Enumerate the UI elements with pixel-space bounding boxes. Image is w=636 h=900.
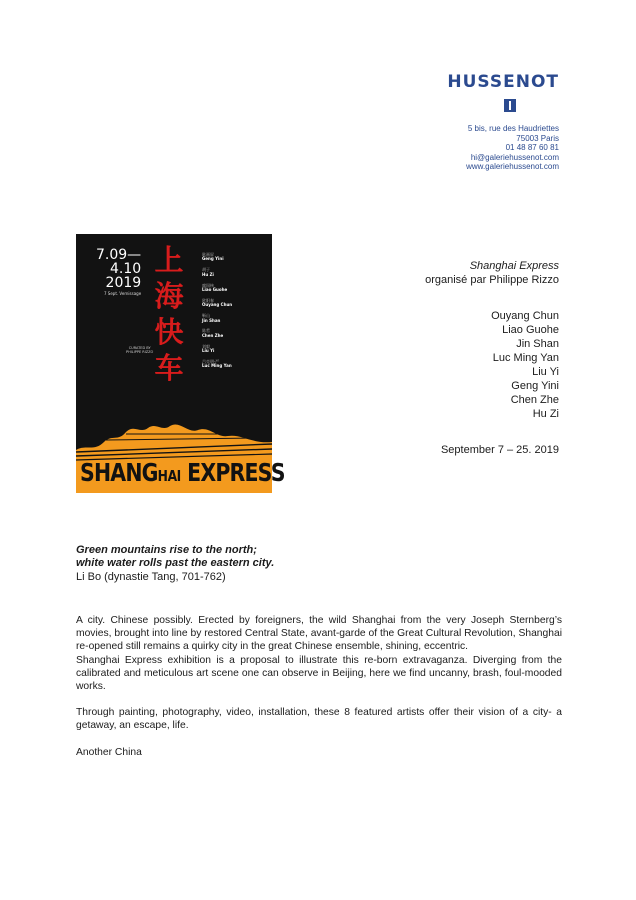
poster-artist-cn: 耿画屏	[202, 252, 214, 257]
poster-curated-by	[126, 346, 153, 354]
poster-artist	[202, 345, 232, 360]
address-phone: 01 48 87 60 81	[505, 143, 559, 153]
artist-name: Liao Guohe	[502, 324, 559, 336]
poster-artist-en: Liao Guohe	[202, 287, 228, 292]
quote-line-2: white water rolls past the eastern city.	[76, 557, 275, 570]
gallery-logo-text: HUSSENOT	[447, 72, 559, 92]
address-email: hi@galeriehussenot.com	[470, 152, 559, 162]
address-website: www.galeriehussenot.com	[466, 162, 559, 172]
poster-artist-en: Liu Yi	[202, 348, 215, 354]
poster-artist-en: Geng Yini	[202, 256, 224, 262]
poster-artist-cn: 胡子	[202, 267, 210, 273]
poster-artist-en: Hu Zi	[202, 271, 214, 277]
poster-artist	[202, 253, 232, 268]
quote-line-1: Green mountains rise to the north;	[76, 544, 257, 556]
paragraph-intro: A city. Chinese possibly. Erected by foreigners, the wild Shanghai from the very Joseph Sternberg’s movies, brought into line by restored Central State, avant-garde of the Great Cultural Revolution, Shanghai re-opened still remains a quirky city in the great Chinese ensemble, shining, eccentric.	[76, 615, 562, 653]
poster-artist	[202, 329, 232, 344]
poster-artist-cn: 刘毅	[202, 343, 210, 349]
gallery-address	[466, 124, 559, 172]
poster-chinese-title	[152, 242, 186, 386]
address-street: 5 bis, rue des Haudriettes	[467, 124, 559, 133]
artist-name: Ouyang Chun	[491, 310, 559, 322]
poster-date-start: 7.09—	[96, 247, 142, 263]
poster-artist-list	[202, 253, 232, 375]
poster-artist	[202, 299, 232, 314]
poster-year: 2019	[105, 275, 142, 291]
poster-char: 快	[154, 315, 184, 349]
poster-artist-en: Ouyang Chun	[202, 302, 233, 308]
artist-name: Jin Shan	[516, 338, 559, 350]
poster-vernissage: 7 Sept. Vernissage	[103, 291, 142, 296]
poster-char: 车	[154, 351, 184, 385]
poster-artist-cn: 欧阳春	[202, 297, 214, 303]
poster-date-end: 4.10	[110, 261, 142, 277]
exhibition-poster	[76, 234, 285, 493]
artist-name: Liu Yi	[532, 366, 559, 378]
quote-attribution: Li Bo (dynastie Tang, 701-762)	[76, 570, 226, 583]
exhibition-organizer: organisé par Philippe Rizzo	[425, 274, 559, 286]
press-text	[76, 614, 562, 759]
poster-artist	[202, 284, 232, 299]
poster-english-title	[80, 458, 285, 487]
artist-name: Hu Zi	[532, 408, 559, 420]
poster-title-shang: SHANG	[80, 458, 158, 487]
poster-artist	[202, 360, 232, 375]
paragraph-closing: Another China	[76, 746, 142, 758]
artist-name: Luc Ming Yan	[492, 352, 559, 364]
poster-title-express: EXPRESS	[180, 458, 285, 487]
poster-artist-en: Chen Zhe	[202, 332, 224, 338]
poster-title-hai: HAI	[157, 467, 181, 485]
poster-dates	[96, 248, 141, 298]
exhibition-title: Shanghai Express	[469, 260, 559, 272]
paragraph-proposal: Shanghai Express exhibition is a proposal to illustrate this re-born extravaganza. Diverging from the calibrated and meticulous art scene one can observe in Beijing, here we find uncanny, brash, foul-mooded works.	[76, 654, 562, 693]
gallery-logo-icon	[504, 99, 516, 112]
poster-artist	[202, 268, 232, 283]
poster-curated-label: CURATED BY	[128, 346, 151, 350]
artist-name: Geng Yini	[511, 380, 559, 392]
poster-artist-cn: 陈哲	[202, 328, 210, 334]
address-city: 75003 Paris	[516, 133, 559, 143]
poster-artist-en: Jin Shan	[202, 317, 221, 323]
exhibition-artist-list	[425, 309, 559, 421]
poster-curator-name: PHILIPPE RIZZO	[126, 350, 154, 354]
artist-name: Chen Zhe	[510, 394, 559, 406]
poster-char: 海	[154, 279, 184, 313]
poster-artist-cn: 靳山	[202, 313, 210, 319]
poster-artist-cn: 廖国核	[202, 282, 214, 288]
exhibition-dates: September 7 – 25. 2019	[440, 444, 559, 456]
poster-artist-cn: 吕克明·严	[202, 359, 220, 365]
exhibition-info	[425, 259, 559, 457]
paragraph-artists: Through painting, photography, video, installation, these 8 featured artists offer their vision of a city- a getaway, an escape, life.	[76, 707, 562, 732]
poem-quote	[76, 544, 274, 584]
poster-artist-en: Luc Ming Yan	[202, 363, 232, 369]
poster-char: 上	[154, 243, 184, 277]
